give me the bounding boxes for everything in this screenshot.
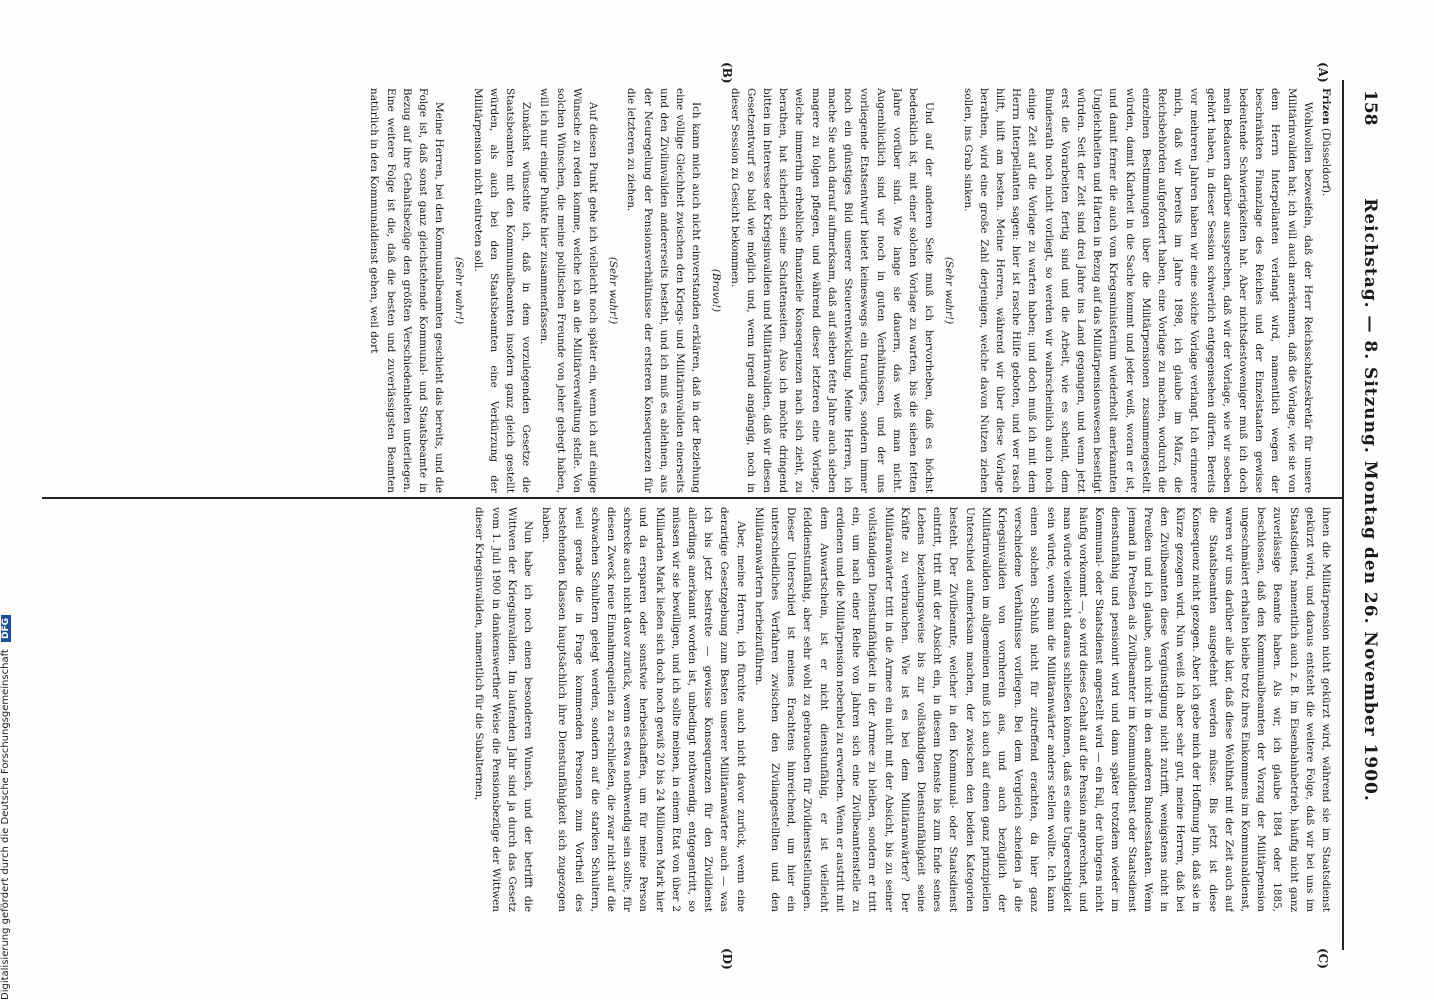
page-header — [1346, 0, 1380, 1000]
margin-letter-d: (D) — [720, 948, 734, 970]
applause-note: (Sehr wahr!) — [943, 256, 956, 325]
paragraph: ihnen die Militärpension nicht gekürzt wird, während sie im Staatsdienst gekürzt wird, und daraus entsteht die weitere Folge, daß wir bei uns im Staatsdienst, namentlich auch z. B. im Eisenbahnbetrieb, häufig nicht ganz zuverlässige Beamte haben. Als wir, ich glaube 1884 oder 1885, beschlossen, daß den Kommunalbeamten der Vorzug der Militärpension ungeschmälert erhalten bleibe trotz ihres Einkommens im Kommunaldienst, waren wir uns darüber alle klar, daß diese Wohlthat mit der Zeit auch auf die Staatsbeamten ausgedehnt werden müsse. Bis jetzt ist diese Konsequenz nicht gezogen. Aber ich gebe mich der Hoffnung hin, daß sie in Kürze gezogen wird. Nun weiß ich aber sehr gut, meine Herren, daß bei den Zivilbeamten diese Vergünstigung nicht zutrifft, wenigstens nicht in Preußen und ich glaube, auch nicht in den anderen Bundesstaaten. Wenn jemand in Preußen als Zivilbeamter im Kommunaldienst oder Staatsdienst dienstunfähig und pensionirt wird und dann später trotzdem wieder im Kommunal- oder Staatsdienst angestellt wird — ein Fall, der übrigens nicht häufig vorkommt —, so wird dieses Gehalt auf die Pension angerechnet, und man würde vielleicht daraus schließen können, daß es eine Ungerechtigkeit sein würde, wenn man die Militäranwärter anders stellen wollte. Ich kann einen solchen Schluß nicht für zutreffend erachten, da hier ganz verschiedene Verhältnisse vorliegen. Bei dem Vergleich scheiden ja die Kriegsinvaliden von vornherein aus, und auch bezüglich der Militärinvaliden im allgemeinen muß ich auch auf einen ganz prinzipiellen Unterschied aufmerksam machen, der zwischen den beiden Kategorien besteht. Der Zivilbeamte, welcher in den Kommunal- oder Staatsdienst eintritt, tritt mit der Absicht ein, in diesem Dienste bis zum Ende seines Lebens beziehungsweise bis zur vollständigen Dienstunfähigkeit seine Kräfte zu verbrauchen. Wie ist es bei dem Militäranwärter? Der Militäranwärter tritt in die Armee ein nicht mit der Absicht, bis zu seiner vollständigen Dienstunfähigkeit in der Armee zu bleiben, sondern er tritt ein, um nach einer Reihe von Jahren sich eine Zivilbeamtenstelle zu erdienen und die Militärpension nebenbei zu erwerben. Wenn er austritt mit dem Anwartschein, ist er nicht dienstunfähig, er ist vielleicht felddienstunfähig, aber sehr wohl zu gebrauchen für Zivildienststellungen. Dieser Unterschied ist meines Erachtens hinreichend, um hier ein unterschiedliches Verfahren zwischen den Zivilangestellten und den Militäranwärtern herbeizuführen. — [752, 507, 1332, 912]
paragraph: Meine Herren, bei den Kommunalbeamten geschieht das bereits, und die Folge ist, daß sonst ganz gleichstehende Kommunal- und Staatsbeamte in Bezug auf ihre Gehaltsbezüge den größten Verschiedenheiten unterliegen. Eine weitere Folge ist die, daß die besten und zuverlässigsten Beamten natürlich in den Kommunaldienst gehen, weil dort — [368, 88, 446, 493]
left-column — [34, 88, 1334, 493]
margin-letter-a: (A) — [1316, 62, 1330, 83]
header-rule — [1342, 80, 1344, 950]
speaker-name: Frizen — [1320, 88, 1332, 125]
digitization-credit — [0, 615, 11, 1000]
paragraph: Zunächst wünschte ich, daß in dem vorzulegenden Gesetze die Staatsbeamten mit den Kommunalbeamten insofern ganz gleich gestellt würden, als auch bei den Staatsbeamten eine Verkürzung der Militärpension nicht eintreten soll. — [471, 88, 533, 493]
credit-text: Digitalisierung gefördert durch die Deutsche Forschungsgemeinschaft — [0, 649, 11, 1000]
speaker-line — [1318, 88, 1334, 493]
page-number: 158 — [1360, 90, 1380, 126]
paragraph: Wohlwollen bezweifeln, daß der Herr Reichsschatzsekretär für unsere Militärinvaliden hat; ich will auch anerkennen, daß die Vorlage, wie sie von dem Herrn Interpellanten verlangt wird, namentlich wegen der beschränkten Finanzlage des Reiches und der Einzelstaaten gewisse bedeutende Schwierigkeiten hat. Aber nichtsdestoweniger muß ich doch mein Bedauern darüber aussprechen, daß wir der Vorlage, wie wir soeben gehört haben, in dieser Session schwerlich entgegensehen dürfen. Bereits vor mehreren Jahren haben wir eine solche Vorlage verlangt. Ich erinnere mich, daß wir bereits im Jahre 1898, ich glaube im März, die Reichsbehörden aufgefordert haben, eine Vorlage zu machen, wodurch die einzelnen Bestimmungen über die Militärpensionen zusammengestellt würden, damit Klarheit in die Sache kommt und jeder weiß, woran er ist, und damit ferner die auch vom Kriegsministerium wiederholt anerkannten Ungleichheiten und Härten in Bezug auf das Militärpensionswesen beseitigt würden. Seit der Zeit sind drei Jahre ins Land gegangen, und wenn jetzt erst die Vorarbeiten fertig sind und die Arbeit, wie es scheint, dem Bundesrath noch nicht vorliegt, so werden wir wahrscheinlich auch noch einige Zeit auf die Vorlage zu warten haben; und doch muß ich mit dem Herrn Interpellanten sagen: hier ist rasche Hilfe geboten, und wer rasch hilft, hilft am besten. Meine Herren, während wir über diese Vorlage berathen, wird eine große Zahl derjenigen, welche davon Nutzen ziehen sollen, ins Grab sinken. — [961, 88, 1314, 493]
paragraph: Und auf der anderen Seite muß ich hervorheben, daß es höchst bedenklich ist, mit einer solchen Vorlage zu warten, bis die sieben fetten Jahre vorüber sind. Wie lange sie dauern, das weiß man nicht. Augenblicklich sind wir noch in guten Verhältnissen, und der uns vorliegende Etatsentwurf bietet keineswegs ein trauriges, sondern immer noch ein günstiges Bild unserer Steuerentwicklung. Meine Herren, ich mache Sie auch darauf aufmerksam, daß auf sieben fette Jahre auch sieben magere zu folgen pflegen, und während dieser letzteren eine Vorlage, welche immerhin erhebliche finanzielle Konsequenzen nach sich zieht, zu berathen, hat sicherlich seine Schattenseiten. Also ich möchte dringend bitten im Interesse der Kriegsinvaliden und Militärinvaliden, daß wir diesen Gesetzentwurf so bald wie möglich und, wenn irgend angängig, noch in dieser Session zu Gesicht bekommen. — [728, 88, 936, 493]
margin-letter-b: (B) — [720, 62, 734, 84]
applause-note: (Bravo!) — [710, 268, 723, 313]
paragraph: Ich kann mich auch nicht einverstanden erklären, daß in der Beziehung eine völlige Gleichheit zwischen den Kriegs- und Militärinvaliden einerseits und den Zivilinvaliden andererseits besteht, und ich muß es ablehnen, aus der Neuregelung der Pensionsverhältnisse der ersteren Konsequenzen für die letzteren zu ziehen. — [625, 88, 703, 493]
paragraph: Nun habe ich noch einen besonderen Wunsch, und der betrifft die Wittwen der Kriegsinvaliden. Im laufenden Jahr sind ja durch das Gesetz vom 1. Juli 1900 in dankenswerther Weise die Pensionsbezüge der Wittwen dieser Kriegsinvaliden, namentlich für die Subalternen, — [473, 507, 535, 912]
dfg-logo: DFG — [1, 615, 11, 642]
paragraph: Aber, meine Herren, ich fürchte auch nicht davor zurück, wenn eine derartige Gesetzgebung zum Besten unserer Militäranwärter auch — was ich bis jetzt bestreite — gewisse Konsequenzen für den Zivildienst allerdings anerkannt worden ist, unbedingt nothwendig, entgegentritt, so müssen wir sie bewilligen, und ich sollte meinen, in einem Etat von über 2 Milliarden Mark ließen sich doch noch gewiß 20 bis 24 Millionen Mark hier und da ersparen oder sonstwie herbeischaffen, um für meine Person schrecke auch nicht davor zurück, wenn es etwa nothwendig sein sollte, für diesen Zweck neue Einnahmequellen zu erschließen, die zwar nicht auf die schwachen Schultern gelegt werden, sondern auf die starken Schultern, weil gerade die in Frage kommenden Personen zum Vortheil des bestehenden Klassen hauptsächlich ihre Dienstunfähigkeit sich zugezogen haben. — [540, 507, 747, 912]
column-divider — [42, 497, 1342, 499]
margin-letter-c: (C) — [1316, 948, 1330, 969]
speaker-place: (Düsseldorf). — [1320, 128, 1332, 197]
right-column — [34, 507, 1334, 912]
paragraph: Auf diesen Punkt gehe ich vielleicht noch später ein, wenn ich auf einige Wünsche zu reden komme, welche ich an die Militärverwaltung stelle. Von solchen Wünschen, die meine politischen Freunde von jeher gehegt haben, will ich nur einige Punkte hier zusammenfassen. — [538, 88, 600, 493]
applause-note: (Sehr wahr!) — [607, 256, 620, 325]
applause-note: (Sehr wahr!) — [453, 256, 466, 325]
page-title: Reichstag. — 8. Sitzung. Montag den 26. November 1900. — [1360, 198, 1380, 802]
